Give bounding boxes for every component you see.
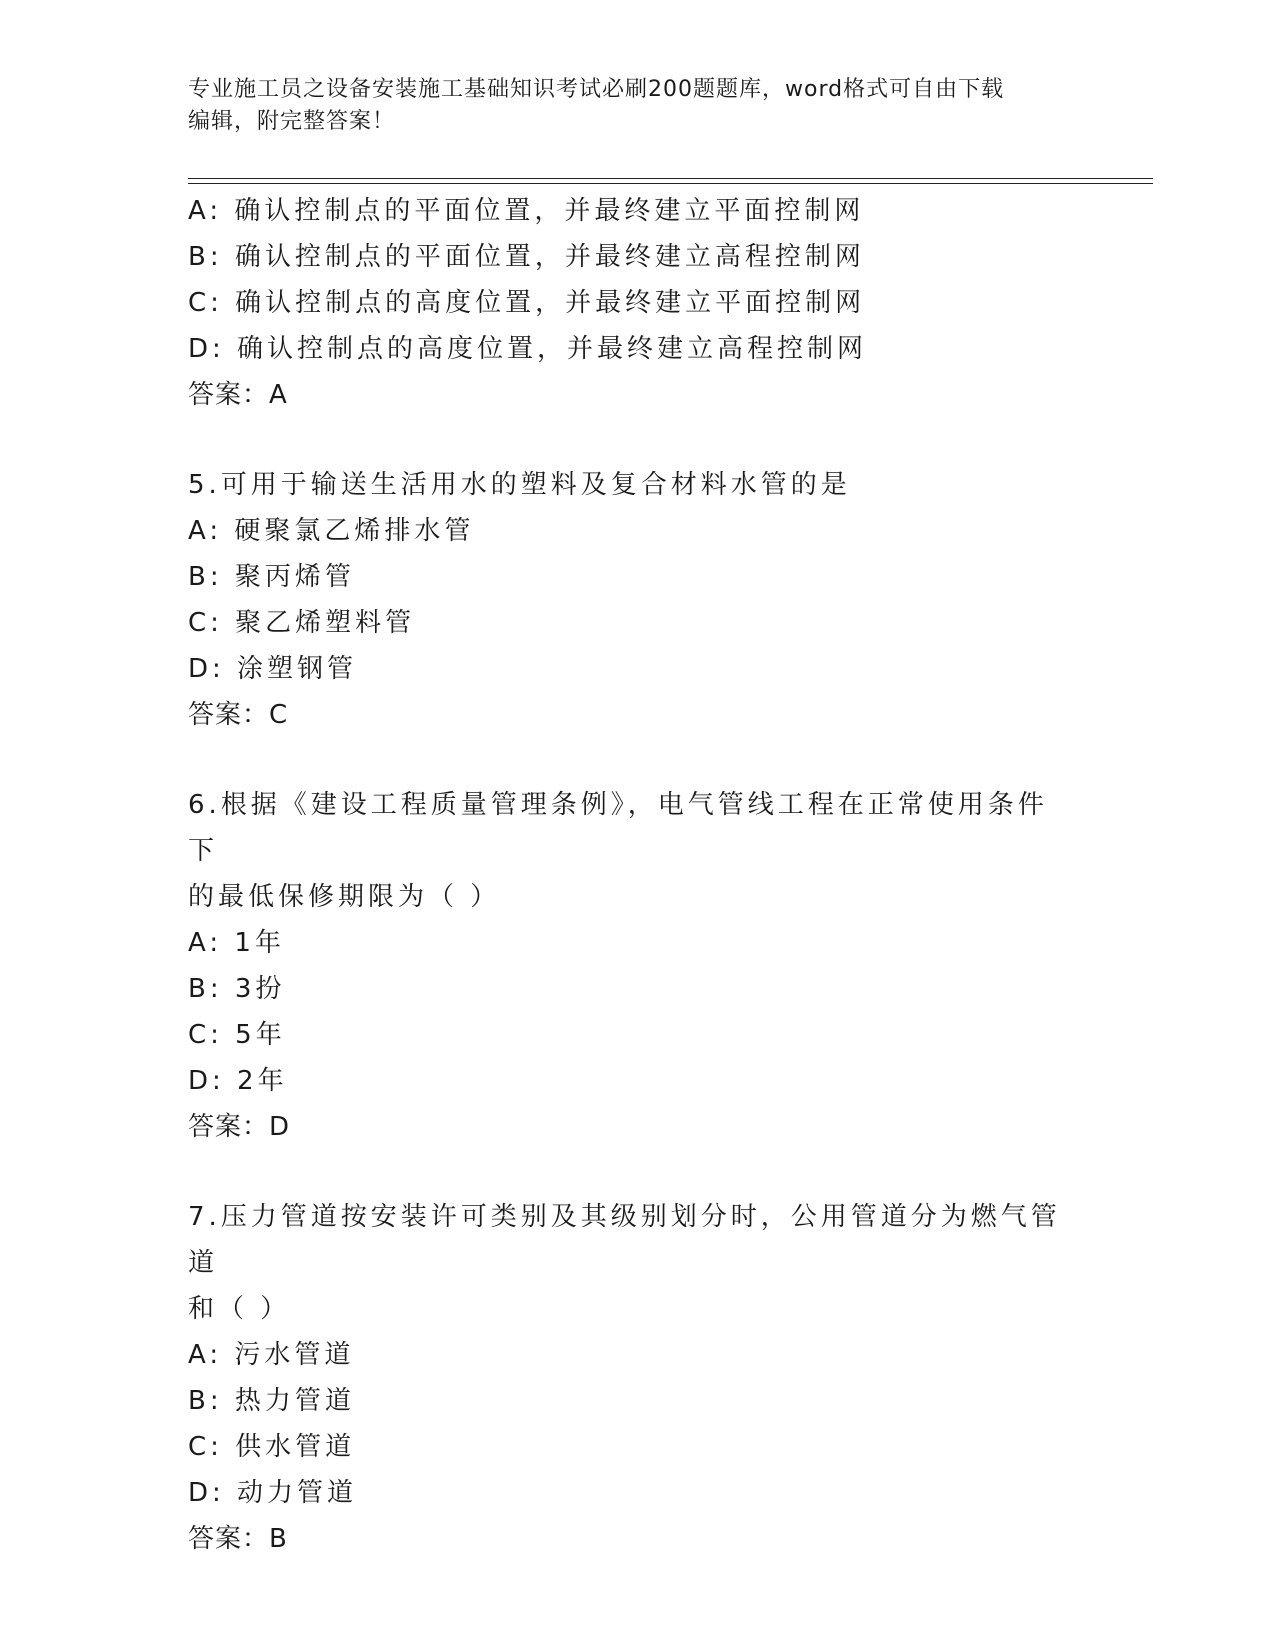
header-title-line-2: 编辑，附完整答案！ — [188, 109, 396, 134]
question-5-block — [188, 462, 1088, 738]
question-6-block — [188, 782, 1088, 1150]
q7-question-line-2: 和（ ） — [188, 1294, 291, 1324]
q7-answer: 答案：B — [188, 1524, 288, 1554]
q7-question-line-1: 7.压力管道按安装许可类别及其级别划分时，公用管道分为燃气管道 — [188, 1202, 1061, 1278]
q5-option-d: D: 涂塑钢管 — [188, 654, 358, 684]
question-4-block — [188, 188, 1088, 418]
q6-question-line-1: 6.根据《建设工程质量管理条例》，电气管线工程在正常使用条件下 — [188, 790, 1048, 866]
document-body — [188, 188, 1088, 1562]
q4-option-b: B: 确认控制点的平面位置，并最终建立高程控制网 — [188, 242, 865, 272]
q4-option-c: C: 确认控制点的高度位置，并最终建立平面控制网 — [188, 288, 866, 318]
q4-answer: 答案：A — [188, 380, 288, 410]
q7-option-c: C: 供水管道 — [188, 1432, 356, 1462]
q6-option-b: B: 3扮 — [188, 974, 286, 1004]
q5-option-a: A: 硬聚氯乙烯排水管 — [188, 516, 475, 546]
q5-option-b: B: 聚丙烯管 — [188, 562, 355, 592]
q7-option-a: A: 污水管道 — [188, 1340, 355, 1370]
q6-answer: 答案：D — [188, 1112, 291, 1142]
q4-option-d: D: 确认控制点的高度位置，并最终建立高程控制网 — [188, 334, 868, 364]
q6-option-c: C: 5年 — [188, 1020, 286, 1050]
q7-option-b: B: 热力管道 — [188, 1386, 355, 1416]
q6-question-line-2: 的最低保修期限为（ ） — [188, 882, 501, 912]
q5-question: 5.可用于输送生活用水的塑料及复合材料水管的是 — [188, 470, 851, 500]
header-divider-bottom — [188, 183, 1153, 184]
q5-answer: 答案：C — [188, 700, 289, 730]
q7-option-d: D: 动力管道 — [188, 1478, 358, 1508]
q6-option-d: D: 2年 — [188, 1066, 288, 1096]
q4-option-a: A: 确认控制点的平面位置，并最终建立平面控制网 — [188, 196, 865, 226]
header-title-line-1: 专业施工员之设备安装施工基础知识考试必刷200题题库，word格式可自由下载 — [188, 77, 1005, 102]
spacer — [188, 418, 1088, 462]
document-header — [188, 74, 1068, 138]
q6-option-a: A: 1年 — [188, 928, 285, 958]
question-7-block — [188, 1194, 1088, 1562]
spacer — [188, 738, 1088, 782]
q5-option-c: C: 聚乙烯塑料管 — [188, 608, 416, 638]
header-divider-top — [188, 178, 1153, 179]
spacer — [188, 1150, 1088, 1194]
